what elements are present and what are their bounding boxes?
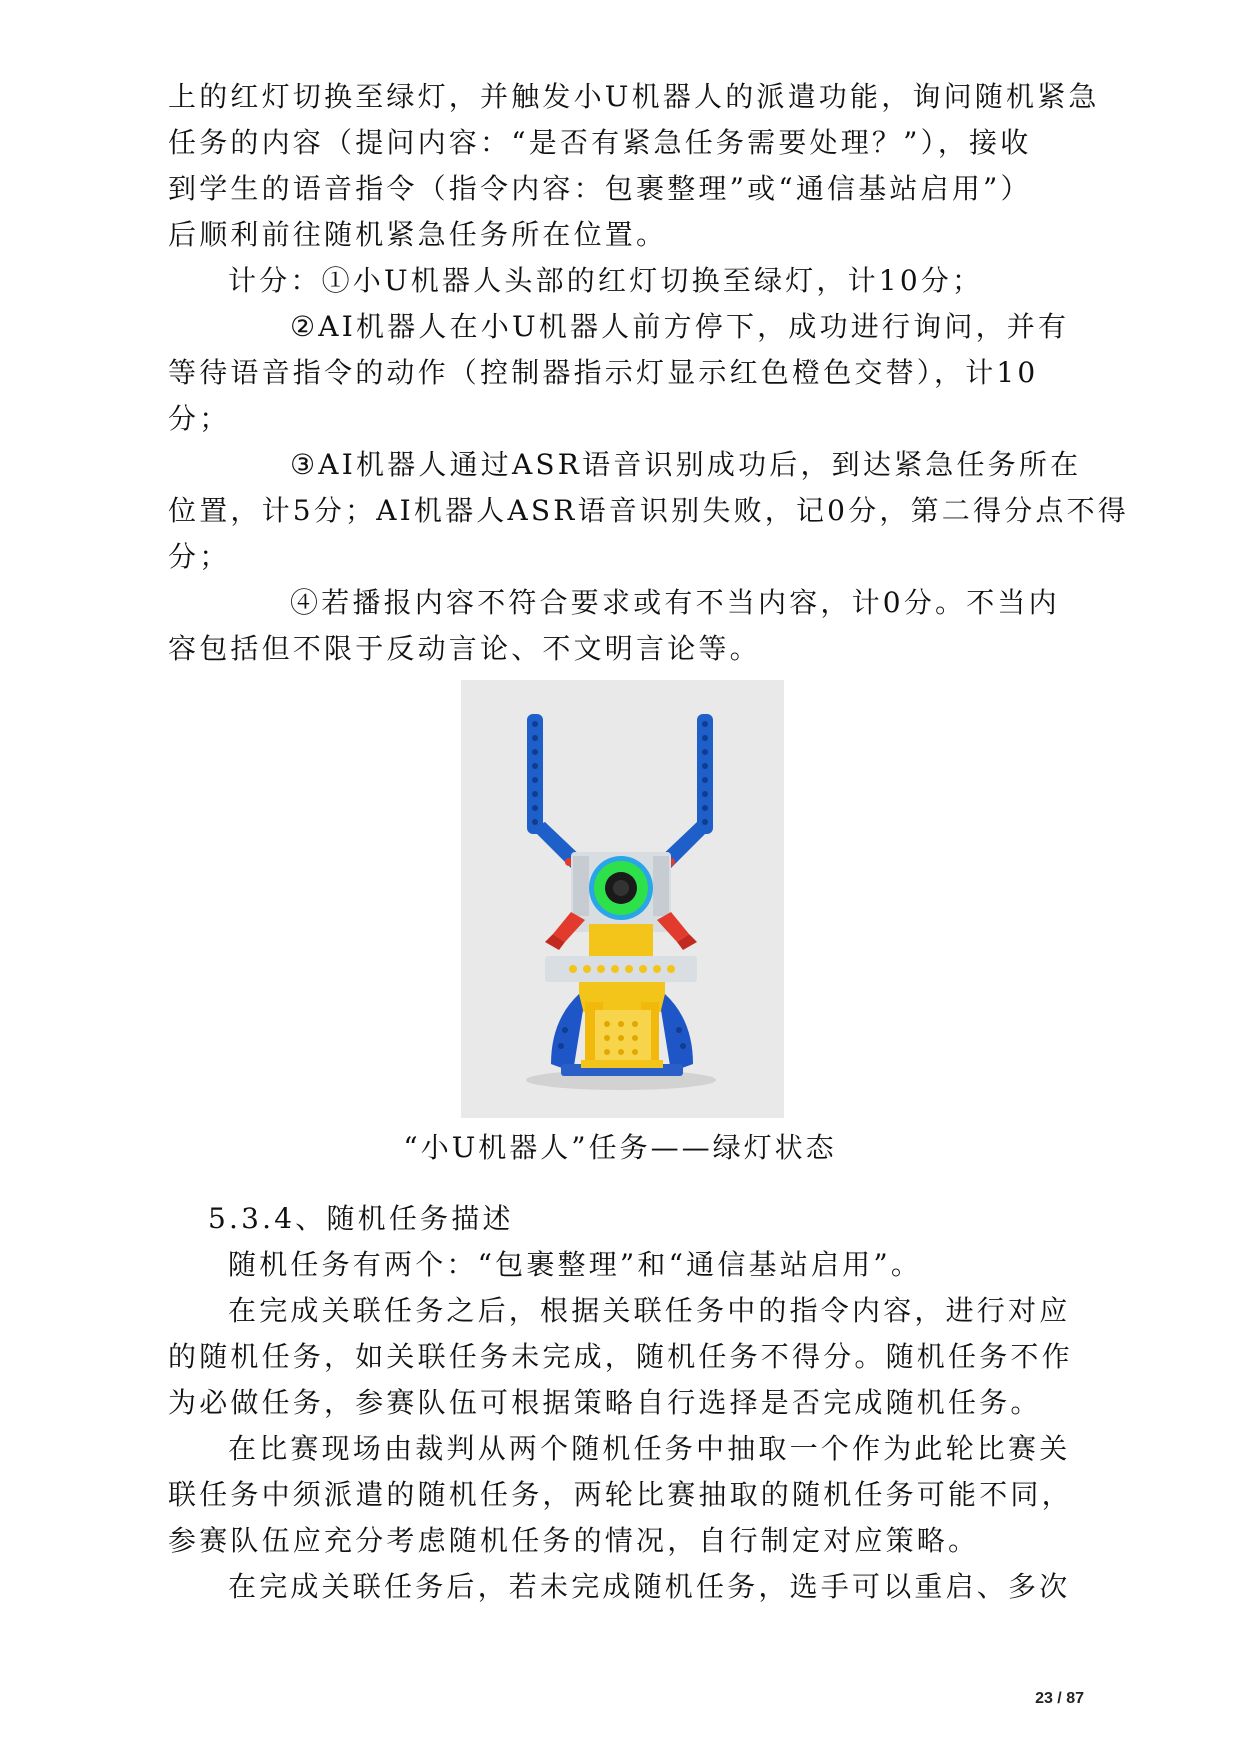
- text-line: 分；: [168, 540, 231, 573]
- scoring-item: ④若播报内容不符合要求或有不当内容，计0分。不当内: [290, 586, 1060, 619]
- text-line: 随机任务有两个：“包裹整理”和“通信基站启用”。: [228, 1248, 923, 1281]
- text-line: 在完成关联任务后，若未完成随机任务，选手可以重启、多次: [228, 1570, 1071, 1603]
- text-line: 容包括但不限于反动言论、不文明言论等。: [168, 632, 761, 665]
- scoring-line: 计分：①小U机器人头部的红灯切换至绿灯，计10分；: [228, 264, 984, 297]
- text-line: 到学生的语音指令（指令内容：包裹整理”或“通信基站启用”）: [168, 172, 1032, 205]
- robot-photo: [461, 680, 784, 1118]
- text-line: 任务的内容（提问内容：“是否有紧急任务需要处理？”），接收: [168, 126, 1032, 159]
- page-number: 23 / 87: [1035, 1690, 1084, 1707]
- text-line: 的随机任务，如关联任务未完成，随机任务不得分。随机任务不作: [168, 1340, 1073, 1373]
- section-heading: 5.3.4、随机任务描述: [208, 1202, 514, 1235]
- figure-caption: “小U机器人”任务——绿灯状态: [403, 1131, 837, 1164]
- text-line: 为必做任务，参赛队伍可根据策略自行选择是否完成随机任务。: [168, 1386, 1042, 1419]
- scoring-item: ③AI机器人通过ASR语音识别成功后，到达紧急任务所在: [290, 448, 1082, 481]
- text-line: 位置，计5分；AI机器人ASR语音识别失败，记0分，第二得分点不得: [168, 494, 1129, 527]
- text-line: 等待语音指令的动作（控制器指示灯显示红色橙色交替），计10: [168, 356, 1039, 389]
- text-line: 分；: [168, 402, 231, 435]
- robot-illustration: [461, 680, 784, 1118]
- text-line: 联任务中须派遣的随机任务，两轮比赛抽取的随机任务可能不同，: [168, 1478, 1073, 1511]
- text-line: 上的红灯切换至绿灯，并触发小U机器人的派遣功能，询问随机紧急: [168, 80, 1100, 113]
- text-line: 后顺利前往随机紧急任务所在位置。: [168, 218, 668, 251]
- text-line: 参赛队伍应充分考虑随机任务的情况，自行制定对应策略。: [168, 1524, 980, 1557]
- scoring-item: ②AI机器人在小U机器人前方停下，成功进行询问，并有: [290, 310, 1070, 343]
- text-line: 在比赛现场由裁判从两个随机任务中抽取一个作为此轮比赛关: [228, 1432, 1071, 1465]
- text-line: 在完成关联任务之后，根据关联任务中的指令内容，进行对应: [228, 1294, 1071, 1327]
